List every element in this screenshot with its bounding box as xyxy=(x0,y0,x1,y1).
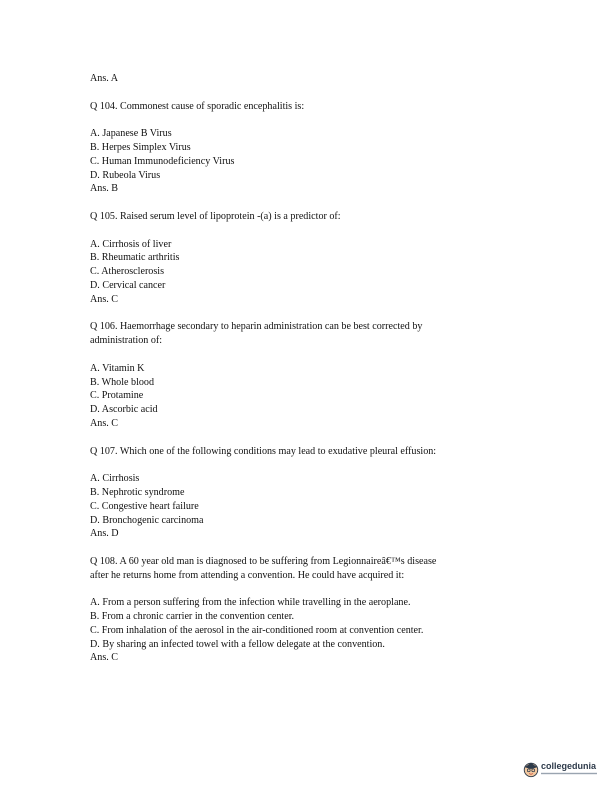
question-text-line-1: Q 108. A 60 year old man is diagnosed to be suffering from Legionnaireâ€™s disease xyxy=(90,555,437,567)
option-a: A. Cirrhosis xyxy=(90,473,140,485)
question-text-line-2: after he returns home from attending a convention. He could have acquired it: xyxy=(90,569,405,581)
answer-text: Ans. C xyxy=(90,417,119,429)
question-block-106 xyxy=(90,320,560,430)
logo-text: collegedunia xyxy=(541,761,597,771)
logo-tagline-mark xyxy=(541,772,597,775)
option-d: D. Ascorbic acid xyxy=(90,404,158,416)
option-c: C. Congestive heart failure xyxy=(90,500,199,512)
answer-text: Ans. D xyxy=(90,528,119,540)
option-b: B. Rheumatic arthritis xyxy=(90,252,180,264)
option-b: B. From a chronic carrier in the convention center. xyxy=(90,611,295,623)
mascot-icon xyxy=(522,760,540,778)
answer-text: Ans. C xyxy=(90,652,119,664)
question-text-line-2: administration of: xyxy=(90,335,163,347)
option-c: C. From inhalation of the aerosol in the air-conditioned room at convention center. xyxy=(90,624,424,636)
answer-text: Ans. C xyxy=(90,293,119,305)
option-a: A. From a person suffering from the infection while travelling in the aeroplane. xyxy=(90,597,411,609)
option-b: B. Whole blood xyxy=(90,376,155,388)
option-d: D. Cervical cancer xyxy=(90,279,166,291)
option-b: B. Nephrotic syndrome xyxy=(90,486,185,498)
question-text: Q 107. Which one of the following conditions may lead to exudative pleural effusion: xyxy=(90,445,437,457)
option-c: C. Human Immunodeficiency Virus xyxy=(90,155,235,167)
option-a: A. Vitamin K xyxy=(90,362,145,374)
option-d: D. Rubeola Virus xyxy=(90,169,161,181)
option-d: D. By sharing an infected towel with a fellow delegate at the convention. xyxy=(90,638,385,650)
option-b: B. Herpes Simplex Virus xyxy=(90,141,191,153)
question-text: Q 105. Raised serum level of lipoprotein -(a) is a predictor of: xyxy=(90,210,341,222)
option-d: D. Bronchogenic carcinoma xyxy=(90,514,204,526)
answer-text: Ans. B xyxy=(90,183,119,195)
option-c: C. Protamine xyxy=(90,390,144,402)
option-c: C. Atherosclerosis xyxy=(90,266,165,278)
document-page xyxy=(90,72,560,665)
question-text-line-1: Q 106. Haemorrhage secondary to heparin administration can be best corrected by xyxy=(90,321,423,333)
question-block-104 xyxy=(90,100,560,197)
question-text: Q 104. Commonest cause of sporadic encephalitis is: xyxy=(90,100,305,112)
collegedunia-logo xyxy=(522,758,602,782)
answer-text: Ans. A xyxy=(90,73,119,84)
option-a: A. Japanese B Virus xyxy=(90,128,172,140)
question-block-107 xyxy=(90,445,560,542)
question-block-108 xyxy=(90,555,560,665)
question-block-105 xyxy=(90,210,560,307)
option-a: A. Cirrhosis of liver xyxy=(90,238,172,250)
